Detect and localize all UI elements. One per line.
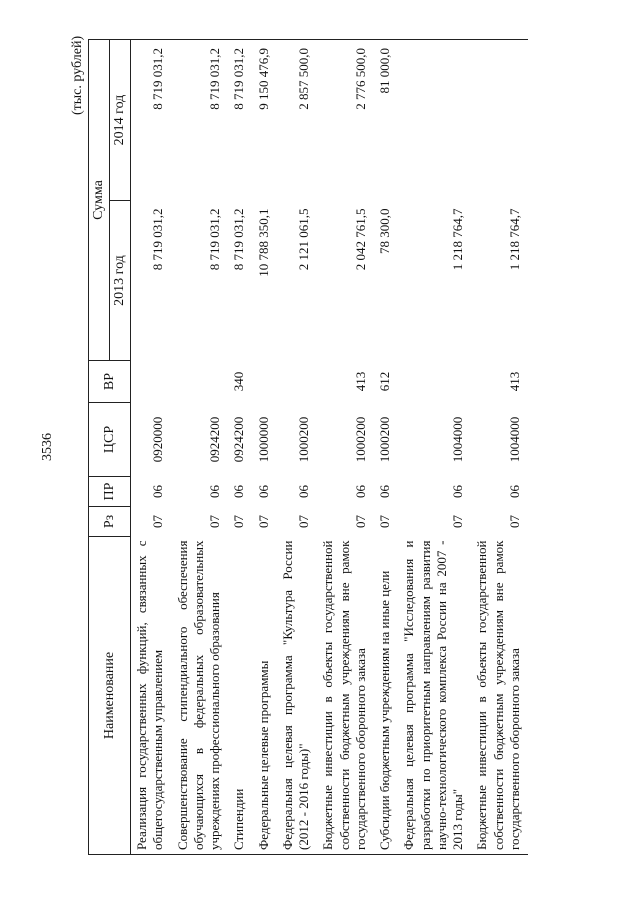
cell-pr: 06 bbox=[377, 485, 392, 498]
header-csr: ЦСР bbox=[89, 403, 131, 477]
cell-2014: 2 857 500,0 bbox=[277, 40, 318, 201]
cell-2014 bbox=[471, 40, 528, 201]
cell-csr: 1000000 bbox=[255, 416, 271, 463]
page-number: 3536 bbox=[40, 433, 55, 461]
cell-pr: 06 bbox=[352, 485, 368, 498]
cell-name: Реализация государственных функций, связанных с общегосударственным управлением bbox=[131, 537, 172, 855]
cell-vr bbox=[131, 361, 172, 403]
cell-2014: 81 000,0 bbox=[374, 40, 398, 201]
header-sum: Сумма bbox=[89, 40, 110, 361]
header-2013: 2013 год bbox=[110, 201, 131, 361]
cell-pr: 06 bbox=[506, 485, 522, 498]
cell-csr: 1000200 bbox=[352, 416, 368, 463]
cell-vr bbox=[277, 361, 318, 403]
cell-name: Субсидии бюджетным учреждениям на иные цели bbox=[374, 537, 398, 855]
cell-rz: 07 bbox=[150, 515, 166, 528]
cell-pr: 06 bbox=[296, 485, 311, 498]
cell-name: Совершенствование стипендиального обеспечения обучающихся в федеральных образовательных учреждениях профессионального образования bbox=[172, 537, 229, 855]
cell-rz: 07 bbox=[231, 515, 247, 528]
cell-2014: 8 719 031,2 bbox=[172, 40, 229, 201]
cell-vr: 413 bbox=[506, 371, 522, 392]
header-pr: ПР bbox=[89, 477, 131, 507]
cell-2013: 8 719 031,2 bbox=[150, 208, 166, 271]
header-rz: Рз bbox=[89, 507, 131, 537]
cell-2013: 1 218 764,7 bbox=[450, 208, 465, 271]
cell-2013: 10 788 350,1 bbox=[255, 208, 271, 277]
table-row bbox=[228, 40, 252, 855]
cell-vr bbox=[253, 361, 277, 403]
cell-name: Бюджетные инвестиции в объекты государственной собственности бюджетным учреждениям вне рамок государственного оборонного заказа bbox=[471, 537, 528, 855]
cell-2013: 78 300,0 bbox=[377, 208, 392, 254]
cell-2013: 8 719 031,2 bbox=[231, 208, 247, 271]
table-row bbox=[374, 40, 398, 855]
cell-name: Стипендии bbox=[228, 537, 252, 855]
units-label: (тыс. рублей) bbox=[70, 35, 85, 115]
cell-csr: 1000200 bbox=[296, 416, 311, 463]
cell-2014 bbox=[398, 40, 471, 201]
table-row bbox=[277, 40, 318, 855]
cell-2014: 8 719 031,2 bbox=[131, 40, 172, 201]
cell-rz: 07 bbox=[377, 515, 392, 528]
cell-pr: 06 bbox=[450, 485, 465, 498]
table-row bbox=[398, 40, 471, 855]
cell-csr: 0924200 bbox=[207, 416, 222, 463]
header-2014: 2014 год bbox=[110, 40, 131, 201]
header-vr: ВР bbox=[89, 361, 131, 403]
cell-2013: 2 121 061,5 bbox=[296, 208, 311, 271]
table-row bbox=[172, 40, 229, 855]
cell-csr: 0924200 bbox=[231, 416, 247, 463]
cell-vr: 340 bbox=[231, 371, 247, 392]
cell-2013: 1 218 764,7 bbox=[506, 208, 522, 271]
cell-vr bbox=[172, 361, 229, 403]
cell-rz: 07 bbox=[450, 515, 465, 528]
cell-2013: 2 042 761,5 bbox=[352, 208, 368, 271]
cell-name: Федеральная целевая программа "Исследования и разработки по приоритетным направлениям развития научно-технологического комплекса России на 2007 - 2013 годы" bbox=[398, 537, 471, 855]
cell-2014: 8 719 031,2 bbox=[228, 40, 252, 201]
cell-csr: 1004000 bbox=[450, 416, 465, 463]
cell-2014: 9 150 476,9 bbox=[253, 40, 277, 201]
table-header bbox=[89, 40, 131, 855]
table-row bbox=[131, 40, 172, 855]
cell-pr: 06 bbox=[231, 485, 247, 498]
cell-rz: 07 bbox=[296, 515, 311, 528]
cell-rz: 07 bbox=[352, 515, 368, 528]
cell-name: Федеральная целевая программа "Культура России (2012 - 2016 годы)" bbox=[277, 537, 318, 855]
budget-table bbox=[88, 39, 528, 855]
cell-2013: 8 719 031,2 bbox=[207, 208, 222, 271]
cell-pr: 06 bbox=[255, 485, 271, 498]
header-name: Наименование bbox=[89, 537, 131, 855]
table-row bbox=[317, 40, 374, 855]
cell-rz: 07 bbox=[255, 515, 271, 528]
cell-vr: 413 bbox=[352, 371, 368, 392]
cell-csr: 1004000 bbox=[506, 416, 522, 463]
table-row bbox=[253, 40, 277, 855]
cell-csr: 0920000 bbox=[150, 416, 166, 463]
cell-vr bbox=[398, 361, 471, 403]
cell-rz: 07 bbox=[506, 515, 522, 528]
cell-2014: 2 776 500,0 bbox=[317, 40, 374, 201]
cell-csr: 1000200 bbox=[377, 416, 392, 463]
cell-pr: 06 bbox=[207, 485, 222, 498]
cell-name: Федеральные целевые программы bbox=[253, 537, 277, 855]
cell-pr: 06 bbox=[150, 485, 166, 498]
cell-name: Бюджетные инвестиции в объекты государственной собственности бюджетным учреждениям вне рамок государственного оборонного заказа bbox=[317, 537, 374, 855]
table-row bbox=[471, 40, 528, 855]
table-body bbox=[131, 40, 529, 855]
cell-vr: 612 bbox=[377, 371, 392, 392]
cell-rz: 07 bbox=[207, 515, 222, 528]
